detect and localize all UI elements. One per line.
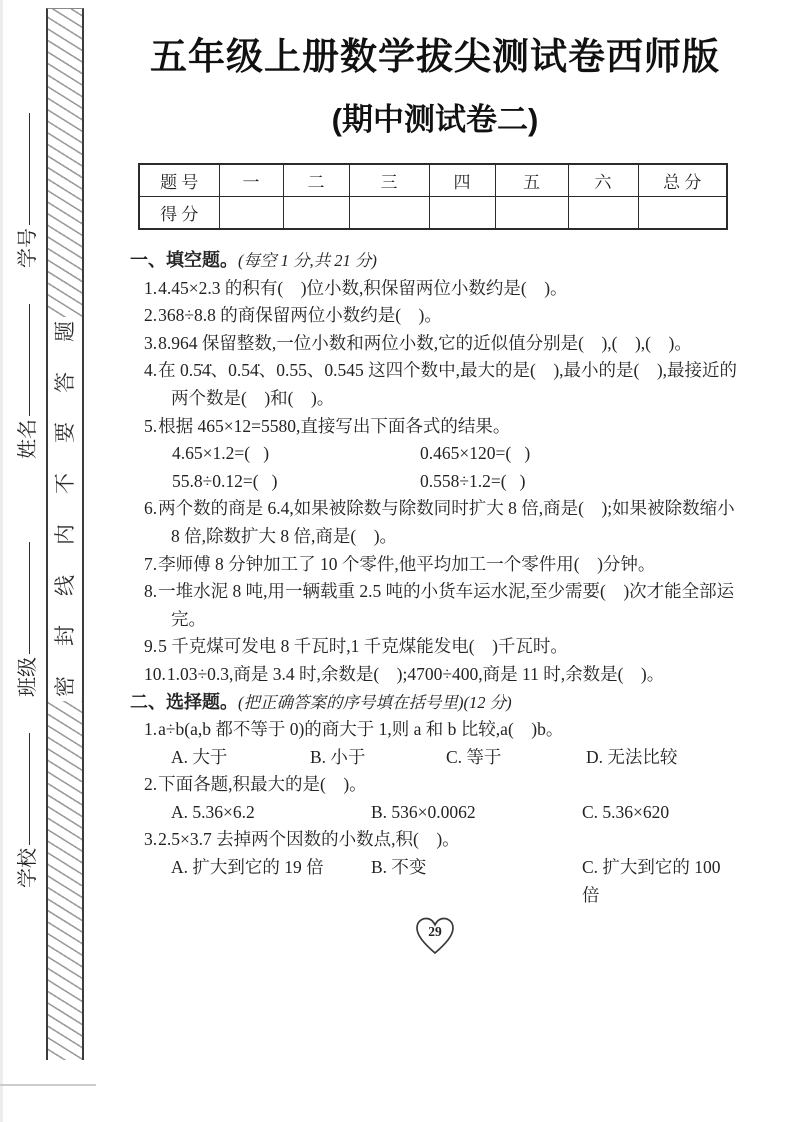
- student-id-field-label: 学号: [17, 228, 39, 268]
- seal-char: 内: [52, 523, 77, 545]
- question-text: 在 0.5̇4̇、0.54̇、0.55、0.545 这四个数中,最大的是( ),最小的是( ),最接近的两个数是( )和( )。: [158, 360, 738, 408]
- question-text: 李师傅 8 分钟加工了 10 个零件,他平均加工一个零件用( )分钟。: [158, 553, 656, 574]
- score-header-cell: 四: [429, 164, 495, 197]
- question-number: 7.: [144, 553, 158, 574]
- choice-option: C. 等于: [446, 746, 502, 767]
- section-heading: [130, 689, 742, 717]
- choice-option: A. 大于: [171, 746, 228, 767]
- seal-char: 封: [52, 625, 77, 647]
- question: [144, 413, 742, 441]
- question-text: 4.45×2.3 的积有( )位小数,积保留两位小数约是( )。: [158, 277, 568, 298]
- student-id-field: [16, 113, 40, 268]
- score-cell: [429, 197, 495, 230]
- question: [144, 661, 742, 689]
- question-number: 1.: [144, 719, 158, 740]
- question-number: 3.: [144, 829, 158, 850]
- score-cell: [219, 197, 283, 230]
- scan-bottom-edge: [0, 1084, 96, 1086]
- name-field: [16, 304, 40, 459]
- section-title: 一、填空题。: [130, 250, 238, 270]
- seal-hatch-top: [48, 9, 82, 317]
- page-number-heart: [413, 916, 457, 958]
- choice-options: [171, 799, 742, 827]
- choice-option: B. 536×0.0062: [371, 801, 476, 822]
- class-field-label: 班级: [17, 657, 39, 697]
- class-field: [16, 542, 40, 697]
- question: [144, 302, 742, 330]
- seal-hatch-bottom: [48, 701, 82, 1060]
- scan-left-edge: [0, 0, 3, 1122]
- question-text: 一堆水泥 8 吨,用一辆载重 2.5 吨的小货车运水泥,至少需要( )次才能全部运完。: [158, 581, 735, 629]
- question-text: 2.5×3.7 去掉两个因数的小数点,积( )。: [158, 829, 460, 850]
- section-title: 二、选择题。: [130, 691, 238, 712]
- paper-title: 五年级上册数学拔尖测试卷西师版: [150, 36, 720, 77]
- school-field-line: [28, 733, 30, 845]
- equation-item: 0.558÷1.2=( ): [420, 470, 526, 491]
- question: [144, 495, 742, 550]
- question-text: 下面各题,积最大的是( )。: [158, 774, 367, 795]
- choice-option: D. 无法比较: [586, 746, 678, 767]
- choice-option: C. 扩大到它的 100 倍: [582, 857, 725, 905]
- score-table-score-row: [139, 197, 727, 230]
- question-number: 9.: [144, 636, 158, 657]
- school-field: [16, 733, 40, 888]
- equation-grid: [172, 440, 742, 495]
- score-header-cell: 题 号: [139, 164, 219, 197]
- question: [144, 578, 742, 633]
- question-number: 6.: [144, 498, 158, 519]
- choice-option: B. 小于: [310, 746, 366, 767]
- seal-char: 题: [52, 321, 77, 342]
- section-note: (每空 1 分,共 21 分): [238, 251, 377, 270]
- class-field-line: [28, 542, 30, 654]
- score-header-cell: 三: [349, 164, 429, 197]
- question: [144, 771, 742, 799]
- score-header-cell: 二: [283, 164, 349, 197]
- score-cell: [495, 197, 568, 230]
- question-number: 4.: [144, 360, 158, 381]
- question-text: 5 千克煤可发电 8 千瓦时,1 千克煤能发电( )千瓦时。: [158, 636, 568, 657]
- seal-char: 答: [52, 371, 77, 393]
- seal-char: 不: [52, 473, 77, 495]
- score-table-header-row: [139, 164, 727, 197]
- score-cell: [568, 197, 638, 230]
- question: [144, 275, 742, 303]
- question: [144, 716, 742, 744]
- question: [144, 330, 742, 358]
- score-header-cell: 六: [568, 164, 638, 197]
- school-field-label: 学校: [17, 848, 39, 888]
- question: [144, 357, 742, 412]
- paper-content: [128, 26, 742, 958]
- student-id-field-line: [28, 113, 30, 225]
- question-number: 5.: [144, 415, 158, 436]
- question: [144, 551, 742, 579]
- name-field-label: 姓名: [17, 419, 39, 459]
- paper-subtitle: (期中测试卷二): [331, 102, 539, 137]
- score-cell: [349, 197, 429, 230]
- section-heading: [130, 247, 742, 275]
- page-number: 29: [428, 924, 442, 940]
- question-text: 368÷8.8 的商保留两位小数约是( )。: [158, 305, 442, 326]
- question-sections: [128, 247, 742, 909]
- question-text: a÷b(a,b 都不等于 0)的商大于 1,则 a 和 b 比较,a( )b。: [158, 719, 564, 740]
- choice-options: [171, 854, 742, 909]
- question-text: 根据 465×12=5580,直接写出下面各式的结果。: [158, 415, 511, 436]
- seal-line-text: [48, 317, 82, 701]
- score-header-cell: 一: [219, 164, 283, 197]
- name-field-line: [28, 304, 30, 416]
- seal-line-band: [46, 8, 84, 1060]
- question: [144, 633, 742, 661]
- question-number: 1.: [144, 277, 158, 298]
- equation-item: 0.465×120=( ): [420, 443, 531, 464]
- score-cell: [638, 197, 727, 230]
- question-text: 两个数的商是 6.4,如果被除数与除数同时扩大 8 倍,商是( );如果被除数缩小 8 倍,除数扩大 8 倍,商是( )。: [158, 498, 740, 546]
- choice-option: A. 5.36×6.2: [171, 801, 255, 822]
- choice-options: [171, 744, 742, 772]
- question-number: 2.: [144, 774, 158, 795]
- question-number: 8.: [144, 581, 158, 602]
- choice-option: A. 扩大到它的 19 倍: [171, 857, 324, 878]
- section-note: (把正确答案的序号填在括号里)(12 分): [238, 692, 512, 712]
- equation-item: 55.8÷0.12=( ): [172, 470, 278, 491]
- choice-option: C. 5.36×620: [582, 801, 670, 822]
- seal-char: 要: [52, 422, 77, 444]
- score-row-label: 得 分: [139, 197, 219, 230]
- question-text: 1.03÷0.3,商是 3.4 时,余数是( );4700÷400,商是 11 时,余数是( )。: [166, 663, 665, 684]
- score-header-cell: 总 分: [638, 164, 727, 197]
- equation-item: 4.65×1.2=( ): [172, 443, 270, 464]
- score-header-cell: 五: [495, 164, 568, 197]
- question-number: 2.: [144, 305, 158, 326]
- question: [144, 826, 742, 854]
- choice-option: B. 不变: [371, 857, 427, 878]
- question-number: 10.: [144, 663, 166, 684]
- seal-char: 线: [52, 574, 77, 596]
- question-number: 3.: [144, 332, 158, 353]
- seal-char: 密: [52, 675, 77, 697]
- score-table: [138, 163, 728, 230]
- question-text: 8.964 保留整数,一位小数和两位小数,它的近似值分别是( ),( ),( )。: [158, 332, 692, 353]
- score-cell: [283, 197, 349, 230]
